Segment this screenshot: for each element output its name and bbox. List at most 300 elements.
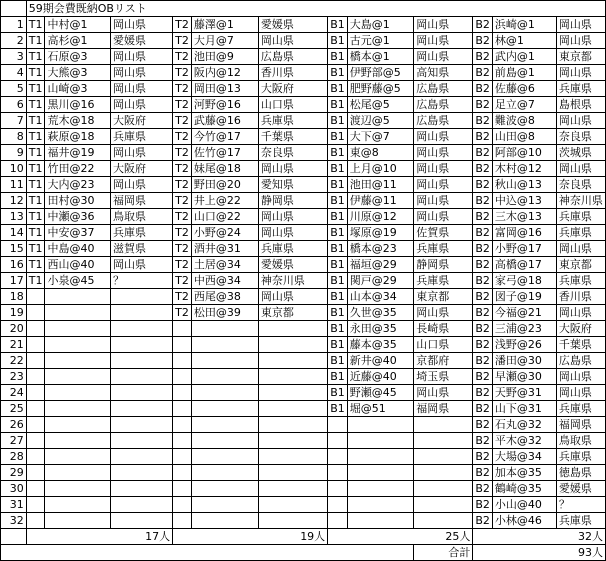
table-row	[1, 113, 606, 129]
group-t1-cell	[26, 385, 45, 401]
totals-spacer	[1, 529, 27, 545]
group-t1-cell	[26, 353, 45, 369]
pref-t1-cell: 岡山県	[111, 177, 173, 193]
name-b1-cell	[347, 481, 414, 497]
group-b2-cell: B2	[473, 97, 493, 113]
name-b1-cell: 肥野藤@5	[347, 81, 414, 97]
pref-b1-cell: 岡山県	[414, 17, 473, 33]
pref-t1-cell	[111, 449, 173, 465]
pref-b2-cell: 岡山県	[556, 369, 605, 385]
pref-t2-cell: 静岡県	[258, 193, 327, 209]
name-b2-cell: 平木@32	[492, 433, 556, 449]
group-b1-cell: B1	[328, 241, 348, 257]
name-t2-cell	[191, 433, 258, 449]
group-t2-cell	[173, 369, 192, 385]
name-t1-cell	[45, 513, 111, 529]
group-t2-cell: T2	[173, 145, 192, 161]
grand-spacer	[1, 545, 414, 561]
group-b1-cell: B1	[328, 49, 348, 65]
name-b2-cell: 加本@35	[492, 465, 556, 481]
pref-t2-cell	[258, 337, 327, 353]
pref-b1-cell: 岡山県	[414, 129, 473, 145]
pref-b1-cell: 静岡県	[414, 257, 473, 273]
pref-t2-cell	[258, 465, 327, 481]
group-b1-cell: B1	[328, 321, 348, 337]
name-t1-cell: 西山@40	[45, 257, 111, 273]
group-t2-cell	[173, 465, 192, 481]
name-b2-cell: 小野@17	[492, 241, 556, 257]
pref-t1-cell: 鳥取県	[111, 209, 173, 225]
pref-b2-cell: 東京都	[556, 49, 605, 65]
pref-t1-cell: 大阪府	[111, 161, 173, 177]
group-t2-cell	[173, 497, 192, 513]
name-t2-cell: 小野@24	[191, 225, 258, 241]
table-row	[1, 369, 606, 385]
name-b2-cell: 小林@46	[492, 513, 556, 529]
group-b2-cell: B2	[473, 273, 493, 289]
name-t1-cell	[45, 337, 111, 353]
name-t2-cell: 西尾@38	[191, 289, 258, 305]
pref-t2-cell: 岡山県	[258, 33, 327, 49]
pref-b1-cell: 岡山県	[414, 161, 473, 177]
name-b1-cell: 川原@12	[347, 209, 414, 225]
pref-t2-cell: 奈良県	[258, 145, 327, 161]
name-t1-cell: 中島@40	[45, 241, 111, 257]
pref-b1-cell: 京都府	[414, 353, 473, 369]
name-b1-cell: 伊野部@5	[347, 65, 414, 81]
row-number-cell: 15	[1, 241, 27, 257]
pref-b2-cell: 兵庫県	[556, 449, 605, 465]
group-t1-cell	[26, 401, 45, 417]
group-b1-cell: B1	[328, 161, 348, 177]
pref-t2-cell	[258, 449, 327, 465]
row-number-cell: 14	[1, 225, 27, 241]
pref-b1-cell: 岡山県	[414, 177, 473, 193]
name-b1-cell	[347, 465, 414, 481]
pref-t1-cell: 岡山県	[111, 17, 173, 33]
name-b1-cell: 永田@35	[347, 321, 414, 337]
title-row	[1, 1, 606, 17]
pref-b1-cell: 広島県	[414, 113, 473, 129]
group-t2-cell: T2	[173, 273, 192, 289]
group-t1-cell: T1	[26, 49, 45, 65]
name-t2-cell: 井上@22	[191, 193, 258, 209]
group-t2-cell: T2	[173, 49, 192, 65]
group-b2-cell: B2	[473, 465, 493, 481]
group-t2-cell	[173, 353, 192, 369]
group-b1-cell: B1	[328, 17, 348, 33]
pref-t1-cell: ？	[111, 273, 173, 289]
group-b2-cell: B2	[473, 433, 493, 449]
group-b1-cell: B1	[328, 257, 348, 273]
pref-b2-cell: 岡山県	[556, 17, 605, 33]
group-b1-cell	[328, 433, 348, 449]
group-b1-cell: B1	[328, 193, 348, 209]
name-b1-cell: 古元@1	[347, 33, 414, 49]
group-b1-cell	[328, 417, 348, 433]
group-t1-cell	[26, 449, 45, 465]
pref-t2-cell: 神奈川県	[258, 273, 327, 289]
totals-row	[1, 529, 606, 545]
grand-total-row	[1, 545, 606, 561]
name-b2-cell: 難波@8	[492, 113, 556, 129]
pref-t1-cell: 大阪府	[111, 113, 173, 129]
pref-b1-cell: 岡山県	[414, 33, 473, 49]
pref-b2-cell: 兵庫県	[556, 273, 605, 289]
pref-b1-cell	[414, 481, 473, 497]
name-b2-cell: 天野@31	[492, 385, 556, 401]
row-number-cell: 12	[1, 193, 27, 209]
pref-b2-cell: 兵庫県	[556, 81, 605, 97]
group-t1-cell: T1	[26, 97, 45, 113]
table-row	[1, 497, 606, 513]
pref-b2-cell: 兵庫県	[556, 209, 605, 225]
name-t2-cell: 阪内@12	[191, 65, 258, 81]
row-number-cell: 18	[1, 289, 27, 305]
name-t2-cell: 大月@7	[191, 33, 258, 49]
name-b1-cell: 松尾@5	[347, 97, 414, 113]
group-t2-cell	[173, 481, 192, 497]
name-b1-cell	[347, 433, 414, 449]
pref-b1-cell: 岡山県	[414, 145, 473, 161]
row-number-cell: 19	[1, 305, 27, 321]
name-b1-cell: 近藤@40	[347, 369, 414, 385]
pref-t2-cell	[258, 513, 327, 529]
name-t2-cell: 妹尾@18	[191, 161, 258, 177]
pref-b1-cell: 広島県	[414, 97, 473, 113]
pref-t2-cell: 香川県	[258, 65, 327, 81]
group-t2-cell	[173, 385, 192, 401]
pref-t1-cell	[111, 465, 173, 481]
pref-b1-cell: 岡山県	[414, 209, 473, 225]
table-row	[1, 145, 606, 161]
pref-b1-cell: 兵庫県	[414, 273, 473, 289]
row-number-cell: 24	[1, 385, 27, 401]
group-t2-cell: T2	[173, 113, 192, 129]
pref-t1-cell	[111, 401, 173, 417]
group-b2-cell: B2	[473, 65, 493, 81]
group-b2-cell: B2	[473, 337, 493, 353]
pref-t1-cell	[111, 337, 173, 353]
name-b2-cell: 鶴崎@35	[492, 481, 556, 497]
group-b2-cell: B2	[473, 353, 493, 369]
group-t1-cell: T1	[26, 257, 45, 273]
group-t1-cell: T1	[26, 65, 45, 81]
name-t2-cell	[191, 465, 258, 481]
name-t1-cell: 中瀬@36	[45, 209, 111, 225]
table-row	[1, 353, 606, 369]
pref-b1-cell: 福岡県	[414, 401, 473, 417]
name-t1-cell: 中安@37	[45, 225, 111, 241]
name-b2-cell: 家弓@18	[492, 273, 556, 289]
pref-b2-cell: 岡山県	[556, 305, 605, 321]
group-b2-cell: B2	[473, 513, 493, 529]
total-t1: 17人	[26, 529, 172, 545]
pref-t1-cell: 岡山県	[111, 257, 173, 273]
group-b1-cell: B1	[328, 369, 348, 385]
pref-t2-cell: 岡山県	[258, 209, 327, 225]
pref-t2-cell	[258, 433, 327, 449]
pref-t1-cell: 兵庫県	[111, 225, 173, 241]
group-b1-cell: B1	[328, 145, 348, 161]
pref-b2-cell: 岡山県	[556, 241, 605, 257]
pref-b1-cell: 山口県	[414, 337, 473, 353]
pref-t1-cell	[111, 481, 173, 497]
row-number-cell: 26	[1, 417, 27, 433]
name-b1-cell: 池田@11	[347, 177, 414, 193]
name-t2-cell	[191, 497, 258, 513]
name-t1-cell: 高杉@1	[45, 33, 111, 49]
group-b2-cell: B2	[473, 321, 493, 337]
group-t2-cell: T2	[173, 209, 192, 225]
pref-b1-cell	[414, 417, 473, 433]
pref-b2-cell: 岡山県	[556, 65, 605, 81]
table-row	[1, 193, 606, 209]
group-b2-cell: B2	[473, 241, 493, 257]
group-t2-cell	[173, 513, 192, 529]
group-t2-cell: T2	[173, 161, 192, 177]
name-t1-cell: 黒川@16	[45, 97, 111, 113]
row-number-cell: 25	[1, 401, 27, 417]
pref-t2-cell: 東京都	[258, 305, 327, 321]
pref-t2-cell	[258, 497, 327, 513]
name-b1-cell: 関戸@29	[347, 273, 414, 289]
name-t2-cell	[191, 513, 258, 529]
pref-b1-cell: 岡山県	[414, 193, 473, 209]
group-t2-cell: T2	[173, 65, 192, 81]
table-row	[1, 321, 606, 337]
group-b1-cell: B1	[328, 305, 348, 321]
name-t2-cell: 岡田@13	[191, 81, 258, 97]
group-t1-cell	[26, 417, 45, 433]
group-b1-cell: B1	[328, 209, 348, 225]
name-b1-cell: 福垣@29	[347, 257, 414, 273]
table-row	[1, 129, 606, 145]
name-b2-cell: 今福@21	[492, 305, 556, 321]
name-b2-cell: 三浦@23	[492, 321, 556, 337]
pref-t2-cell: 兵庫県	[258, 113, 327, 129]
row-number-cell: 8	[1, 129, 27, 145]
pref-b2-cell: 兵庫県	[556, 225, 605, 241]
table-row	[1, 241, 606, 257]
group-b2-cell: B2	[473, 497, 493, 513]
row-number-cell: 2	[1, 33, 27, 49]
name-t2-cell: 野田@20	[191, 177, 258, 193]
group-b1-cell	[328, 513, 348, 529]
pref-t1-cell	[111, 497, 173, 513]
table-row	[1, 257, 606, 273]
name-t1-cell	[45, 289, 111, 305]
group-t1-cell: T1	[26, 177, 45, 193]
name-t2-cell	[191, 449, 258, 465]
row-number-cell: 13	[1, 209, 27, 225]
grand-total-label: 合計	[414, 545, 473, 561]
name-t2-cell: 中西@34	[191, 273, 258, 289]
name-b2-cell: 木村@12	[492, 161, 556, 177]
row-number-cell: 4	[1, 65, 27, 81]
name-b2-cell: 大場@34	[492, 449, 556, 465]
pref-b2-cell: 愛媛県	[556, 481, 605, 497]
group-t1-cell	[26, 337, 45, 353]
name-b1-cell	[347, 417, 414, 433]
name-t1-cell	[45, 481, 111, 497]
pref-b1-cell: 岡山県	[414, 385, 473, 401]
group-t2-cell: T2	[173, 33, 192, 49]
name-b1-cell: 上月@10	[347, 161, 414, 177]
group-b2-cell: B2	[473, 417, 493, 433]
group-t2-cell	[173, 433, 192, 449]
group-t2-cell: T2	[173, 225, 192, 241]
pref-b1-cell	[414, 465, 473, 481]
name-b2-cell: 図子@19	[492, 289, 556, 305]
name-b2-cell: 前島@1	[492, 65, 556, 81]
name-t1-cell	[45, 401, 111, 417]
pref-t1-cell	[111, 369, 173, 385]
pref-b2-cell: 徳島県	[556, 465, 605, 481]
pref-t2-cell: 愛媛県	[258, 257, 327, 273]
name-b2-cell: 潘田@30	[492, 353, 556, 369]
name-t2-cell	[191, 353, 258, 369]
pref-t2-cell	[258, 353, 327, 369]
group-t2-cell: T2	[173, 177, 192, 193]
group-b2-cell: B2	[473, 257, 493, 273]
pref-t2-cell: 大阪府	[258, 81, 327, 97]
table-row	[1, 417, 606, 433]
group-b1-cell: B1	[328, 353, 348, 369]
group-b1-cell: B1	[328, 113, 348, 129]
table-row	[1, 289, 606, 305]
name-t1-cell: 山崎@3	[45, 81, 111, 97]
total-t2: 19人	[173, 529, 328, 545]
name-t2-cell	[191, 321, 258, 337]
pref-b1-cell	[414, 513, 473, 529]
table-row	[1, 225, 606, 241]
pref-b1-cell: 岡山県	[414, 49, 473, 65]
group-t2-cell	[173, 401, 192, 417]
name-t2-cell: 山口@22	[191, 209, 258, 225]
group-b2-cell: B2	[473, 449, 493, 465]
pref-t2-cell	[258, 401, 327, 417]
group-b1-cell: B1	[328, 177, 348, 193]
pref-b2-cell: 神奈川県	[556, 193, 605, 209]
pref-b2-cell: 東京都	[556, 257, 605, 273]
name-b1-cell: 大島@1	[347, 17, 414, 33]
group-b2-cell: B2	[473, 17, 493, 33]
table-row	[1, 177, 606, 193]
row-number-cell: 29	[1, 465, 27, 481]
table-row	[1, 513, 606, 529]
name-t2-cell: 佐竹@17	[191, 145, 258, 161]
row-number-cell: 31	[1, 497, 27, 513]
pref-t2-cell: 広島県	[258, 49, 327, 65]
pref-b1-cell: 佐賀県	[414, 225, 473, 241]
group-t1-cell: T1	[26, 81, 45, 97]
row-number-cell: 27	[1, 433, 27, 449]
name-b1-cell: 橋本@23	[347, 241, 414, 257]
name-t1-cell	[45, 417, 111, 433]
pref-t2-cell: 岡山県	[258, 225, 327, 241]
table-row	[1, 17, 606, 33]
pref-t2-cell	[258, 321, 327, 337]
group-t1-cell: T1	[26, 17, 45, 33]
group-b2-cell: B2	[473, 113, 493, 129]
name-t2-cell: 武藤@16	[191, 113, 258, 129]
group-b1-cell: B1	[328, 225, 348, 241]
name-b2-cell: 佐藤@6	[492, 81, 556, 97]
group-b2-cell: B2	[473, 129, 493, 145]
group-t2-cell: T2	[173, 305, 192, 321]
name-t2-cell	[191, 337, 258, 353]
name-t2-cell	[191, 369, 258, 385]
pref-t1-cell: 福岡県	[111, 193, 173, 209]
pref-b2-cell: 福岡県	[556, 417, 605, 433]
name-b2-cell: 浅野@26	[492, 337, 556, 353]
name-b1-cell: 藤本@35	[347, 337, 414, 353]
group-b1-cell: B1	[328, 129, 348, 145]
table-row	[1, 385, 606, 401]
name-b1-cell	[347, 513, 414, 529]
pref-t2-cell	[258, 417, 327, 433]
group-t1-cell	[26, 369, 45, 385]
group-t2-cell: T2	[173, 17, 192, 33]
group-t1-cell	[26, 305, 45, 321]
table-row	[1, 161, 606, 177]
pref-t1-cell: 愛媛県	[111, 33, 173, 49]
name-b2-cell: 中込@13	[492, 193, 556, 209]
name-t2-cell: 藤澤@1	[191, 17, 258, 33]
row-number-cell: 11	[1, 177, 27, 193]
group-b1-cell: B1	[328, 337, 348, 353]
group-b2-cell: B2	[473, 145, 493, 161]
pref-t1-cell: 岡山県	[111, 81, 173, 97]
group-b2-cell: B2	[473, 481, 493, 497]
total-b2: 32人	[473, 529, 606, 545]
name-b2-cell: 足立@7	[492, 97, 556, 113]
pref-t1-cell	[111, 385, 173, 401]
row-number-cell: 3	[1, 49, 27, 65]
group-t2-cell: T2	[173, 193, 192, 209]
pref-t2-cell: 岡山県	[258, 161, 327, 177]
group-b2-cell: B2	[473, 385, 493, 401]
name-t1-cell	[45, 433, 111, 449]
name-t1-cell	[45, 385, 111, 401]
name-b2-cell: 石丸@32	[492, 417, 556, 433]
name-t1-cell	[45, 321, 111, 337]
row-number-cell: 28	[1, 449, 27, 465]
group-b2-cell: B2	[473, 209, 493, 225]
name-b1-cell: 新井@40	[347, 353, 414, 369]
name-b2-cell: 阿部@10	[492, 145, 556, 161]
group-b2-cell: B2	[473, 225, 493, 241]
group-b1-cell	[328, 449, 348, 465]
group-b2-cell: B2	[473, 33, 493, 49]
name-b1-cell	[347, 497, 414, 513]
table-row	[1, 305, 606, 321]
name-t1-cell: 萩原@18	[45, 129, 111, 145]
name-b1-cell: 野瀬@45	[347, 385, 414, 401]
pref-b1-cell: 東京都	[414, 289, 473, 305]
name-t1-cell	[45, 369, 111, 385]
pref-t1-cell	[111, 353, 173, 369]
pref-t1-cell	[111, 289, 173, 305]
name-t1-cell: 福井@19	[45, 145, 111, 161]
name-t2-cell: 松田@39	[191, 305, 258, 321]
group-b1-cell: B1	[328, 385, 348, 401]
pref-t1-cell: 滋賀県	[111, 241, 173, 257]
group-t1-cell	[26, 321, 45, 337]
name-t1-cell	[45, 497, 111, 513]
name-b2-cell: 高橋@17	[492, 257, 556, 273]
